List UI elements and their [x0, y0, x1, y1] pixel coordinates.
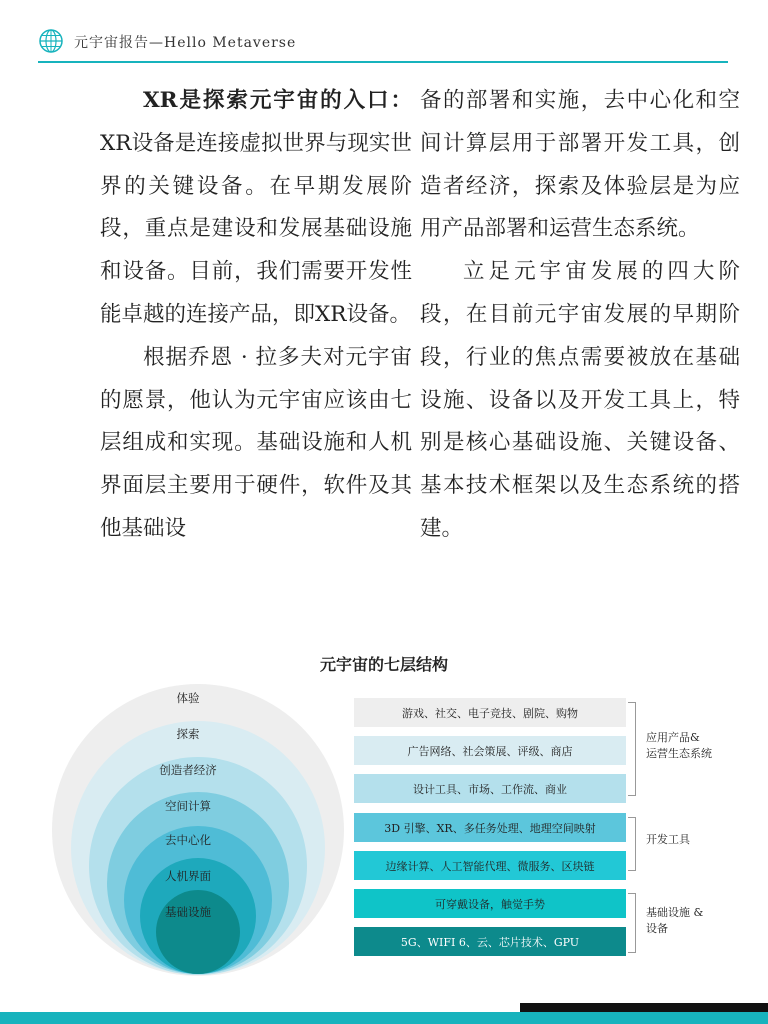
group-bracket [628, 702, 636, 796]
paragraph-text: XR设备是连接虚拟世界与现实世界的关键设备。在早期发展阶段，重点是建设和发展基础设施和设备。目前，我们需要开发性能卓越的连接产品，即XR设备。 [100, 130, 412, 327]
group-label [646, 730, 712, 762]
paragraph: 备的部署和实施，去中心化和空间计算层用于部署开发工具，创造者经济，探索及体验层是为应用产品部署和运营生态系统。 [420, 88, 740, 242]
circle-label: 人机界面 [165, 869, 211, 883]
layer-box: 设计工具、市场、工作流、商业 [354, 774, 626, 803]
figure-title: 元宇宙的七层结构 [319, 655, 448, 674]
paragraph: 立足元宇宙发展的四大阶段，在目前元宇宙发展的早期阶段，行业的焦点需要被放在基础设施、设备以及开发工具上，特别是核心基础设施、关键设备、基本技术框架以及生态系统的搭建。 [420, 259, 740, 541]
group-label [646, 905, 703, 937]
group-bracket [628, 893, 636, 953]
layer-box: 游戏、社交、电子竞技、剧院、购物 [354, 698, 626, 727]
group-label [646, 832, 690, 848]
layer-box: 边缘计算、人工智能代理、微服务、区块链 [354, 851, 626, 880]
header-title: 元宇宙报告—Hello Metaverse [74, 35, 297, 51]
group-label-text: 开发工具 [646, 833, 690, 846]
circle-label: 基础设施 [165, 905, 211, 919]
layer-box: 广告网络、社会策展、评级、商店 [354, 736, 626, 765]
group-bracket [628, 817, 636, 871]
layer-box: 可穿戴设备，触觉手势 [354, 889, 626, 918]
circle-label: 空间计算 [165, 799, 211, 813]
group-label-text: 应用产品& 运营生态系统 [646, 731, 712, 760]
circle-label: 创造者经济 [159, 763, 217, 777]
circle-label: 去中心化 [165, 833, 211, 847]
footer-bar [0, 1012, 768, 1024]
layer-box: 5G、WIFI 6、云、芯片技术、GPU [354, 927, 626, 956]
layer-box: 3D 引擎、XR、多任务处理、地理空间映射 [354, 813, 626, 842]
circle-layer-7 [156, 890, 240, 974]
circle-label: 体验 [176, 691, 200, 705]
group-label-text: 基础设施 & 设备 [646, 906, 704, 935]
paragraph-lead: XR是探索元宇宙的入口： [143, 88, 412, 113]
circle-label: 探索 [176, 727, 200, 741]
paragraph: 根据乔恩 · 拉多夫对元宇宙的愿景，他认为元宇宙应该由七层组成和实现。基础设施和人机界面层主要用于硬件，软件及其他基础设 [100, 344, 412, 541]
